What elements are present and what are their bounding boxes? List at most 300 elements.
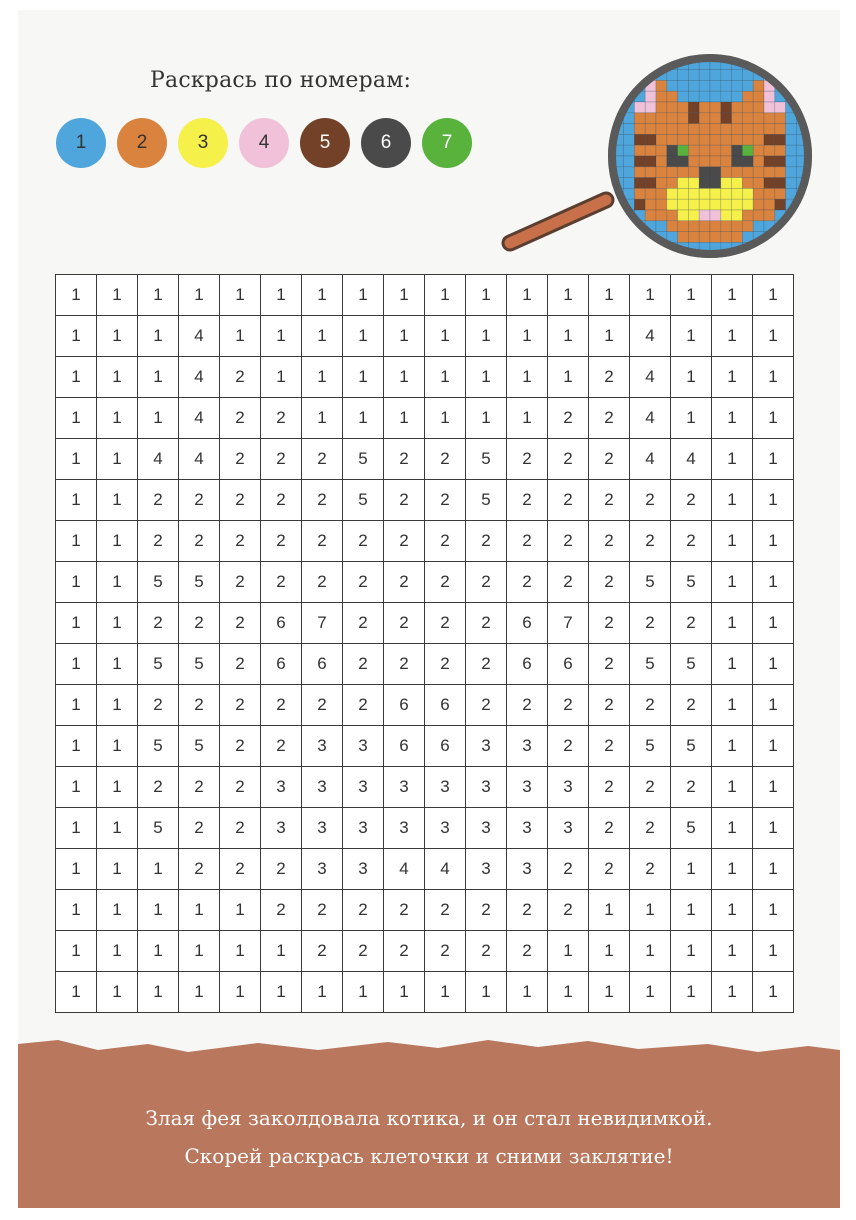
grid-cell[interactable]: 1 bbox=[56, 726, 97, 767]
grid-cell[interactable]: 3 bbox=[302, 808, 343, 849]
grid-cell[interactable]: 1 bbox=[97, 357, 138, 398]
grid-cell[interactable]: 2 bbox=[384, 480, 425, 521]
grid-cell[interactable]: 1 bbox=[630, 931, 671, 972]
grid-cell[interactable]: 2 bbox=[466, 562, 507, 603]
grid-cell[interactable]: 2 bbox=[302, 439, 343, 480]
grid-cell[interactable]: 1 bbox=[97, 603, 138, 644]
grid-cell[interactable]: 2 bbox=[261, 890, 302, 931]
grid-cell[interactable]: 1 bbox=[97, 767, 138, 808]
grid-cell[interactable]: 1 bbox=[261, 972, 302, 1013]
grid-cell[interactable]: 4 bbox=[630, 439, 671, 480]
grid-cell[interactable]: 1 bbox=[138, 931, 179, 972]
grid-cell[interactable]: 1 bbox=[343, 357, 384, 398]
grid-cell[interactable]: 1 bbox=[261, 357, 302, 398]
grid-cell[interactable]: 1 bbox=[302, 972, 343, 1013]
grid-cell[interactable]: 3 bbox=[343, 849, 384, 890]
grid-cell[interactable]: 2 bbox=[630, 808, 671, 849]
grid-cell[interactable]: 4 bbox=[630, 398, 671, 439]
grid-cell[interactable]: 1 bbox=[56, 562, 97, 603]
grid-cell[interactable]: 2 bbox=[589, 562, 630, 603]
grid-cell[interactable]: 1 bbox=[466, 275, 507, 316]
grid-cell[interactable]: 2 bbox=[179, 767, 220, 808]
grid-cell[interactable]: 2 bbox=[425, 439, 466, 480]
grid-cell[interactable]: 2 bbox=[179, 685, 220, 726]
grid-cell[interactable]: 1 bbox=[712, 316, 753, 357]
grid-cell[interactable]: 3 bbox=[261, 808, 302, 849]
grid-cell[interactable]: 1 bbox=[343, 398, 384, 439]
grid-cell[interactable]: 1 bbox=[466, 357, 507, 398]
grid-cell[interactable]: 1 bbox=[753, 521, 794, 562]
grid-cell[interactable]: 5 bbox=[179, 726, 220, 767]
grid-cell[interactable]: 2 bbox=[425, 521, 466, 562]
grid-cell[interactable]: 1 bbox=[302, 316, 343, 357]
grid-cell[interactable]: 2 bbox=[630, 849, 671, 890]
grid-cell[interactable]: 3 bbox=[425, 808, 466, 849]
grid-cell[interactable]: 1 bbox=[753, 685, 794, 726]
grid-cell[interactable]: 2 bbox=[302, 931, 343, 972]
grid-cell[interactable]: 1 bbox=[671, 398, 712, 439]
grid-cell[interactable]: 4 bbox=[138, 439, 179, 480]
grid-cell[interactable]: 1 bbox=[671, 890, 712, 931]
grid-cell[interactable]: 3 bbox=[507, 808, 548, 849]
grid-cell[interactable]: 1 bbox=[753, 726, 794, 767]
grid-cell[interactable]: 5 bbox=[138, 562, 179, 603]
grid-cell[interactable]: 1 bbox=[179, 275, 220, 316]
grid-cell[interactable]: 2 bbox=[384, 521, 425, 562]
grid-cell[interactable]: 2 bbox=[589, 521, 630, 562]
grid-cell[interactable]: 2 bbox=[138, 603, 179, 644]
grid-cell[interactable]: 2 bbox=[425, 931, 466, 972]
grid-cell[interactable]: 2 bbox=[138, 480, 179, 521]
grid-cell[interactable]: 1 bbox=[56, 480, 97, 521]
grid-cell[interactable]: 2 bbox=[589, 808, 630, 849]
grid-cell[interactable]: 2 bbox=[220, 439, 261, 480]
grid-cell[interactable]: 1 bbox=[56, 849, 97, 890]
grid-cell[interactable]: 2 bbox=[507, 931, 548, 972]
grid-cell[interactable]: 1 bbox=[220, 890, 261, 931]
grid-cell[interactable]: 1 bbox=[56, 767, 97, 808]
grid-cell[interactable]: 1 bbox=[97, 398, 138, 439]
grid-cell[interactable]: 1 bbox=[671, 316, 712, 357]
grid-cell[interactable]: 1 bbox=[753, 972, 794, 1013]
grid-cell[interactable]: 6 bbox=[425, 726, 466, 767]
grid-cell[interactable]: 1 bbox=[753, 644, 794, 685]
grid-cell[interactable]: 3 bbox=[507, 726, 548, 767]
grid-cell[interactable]: 3 bbox=[302, 849, 343, 890]
grid-cell[interactable]: 2 bbox=[302, 480, 343, 521]
grid-cell[interactable]: 2 bbox=[548, 521, 589, 562]
grid-cell[interactable]: 4 bbox=[671, 439, 712, 480]
grid-cell[interactable]: 2 bbox=[384, 603, 425, 644]
grid-cell[interactable]: 5 bbox=[671, 726, 712, 767]
grid-cell[interactable]: 3 bbox=[548, 767, 589, 808]
grid-cell[interactable]: 5 bbox=[179, 644, 220, 685]
grid-cell[interactable]: 4 bbox=[630, 357, 671, 398]
grid-cell[interactable]: 1 bbox=[56, 890, 97, 931]
grid-cell[interactable]: 1 bbox=[712, 767, 753, 808]
grid-cell[interactable]: 2 bbox=[548, 480, 589, 521]
grid-cell[interactable]: 2 bbox=[220, 398, 261, 439]
grid-cell[interactable]: 1 bbox=[97, 972, 138, 1013]
grid-cell[interactable]: 5 bbox=[630, 644, 671, 685]
grid-cell[interactable]: 3 bbox=[384, 767, 425, 808]
grid-cell[interactable]: 1 bbox=[507, 972, 548, 1013]
grid-cell[interactable]: 5 bbox=[466, 439, 507, 480]
grid-cell[interactable]: 1 bbox=[712, 808, 753, 849]
grid-cell[interactable]: 1 bbox=[753, 357, 794, 398]
grid-cell[interactable]: 2 bbox=[548, 439, 589, 480]
grid-cell[interactable]: 1 bbox=[753, 767, 794, 808]
grid-cell[interactable]: 1 bbox=[753, 890, 794, 931]
grid-cell[interactable]: 1 bbox=[343, 275, 384, 316]
grid-cell[interactable]: 5 bbox=[343, 439, 384, 480]
grid-cell[interactable]: 2 bbox=[548, 398, 589, 439]
grid-cell[interactable]: 2 bbox=[425, 644, 466, 685]
grid-cell[interactable]: 3 bbox=[507, 849, 548, 890]
grid-cell[interactable]: 1 bbox=[753, 931, 794, 972]
grid-cell[interactable]: 1 bbox=[97, 644, 138, 685]
grid-cell[interactable]: 1 bbox=[753, 562, 794, 603]
grid-cell[interactable]: 2 bbox=[507, 562, 548, 603]
grid-cell[interactable]: 3 bbox=[384, 808, 425, 849]
grid-cell[interactable]: 1 bbox=[425, 275, 466, 316]
grid-cell[interactable]: 1 bbox=[589, 890, 630, 931]
grid-cell[interactable]: 2 bbox=[425, 562, 466, 603]
grid-cell[interactable]: 3 bbox=[548, 808, 589, 849]
grid-cell[interactable]: 1 bbox=[589, 316, 630, 357]
grid-cell[interactable]: 1 bbox=[56, 685, 97, 726]
grid-cell[interactable]: 1 bbox=[712, 398, 753, 439]
grid-cell[interactable]: 1 bbox=[97, 521, 138, 562]
grid-cell[interactable]: 1 bbox=[302, 275, 343, 316]
grid-cell[interactable]: 2 bbox=[589, 439, 630, 480]
grid-cell[interactable]: 6 bbox=[384, 685, 425, 726]
grid-cell[interactable]: 4 bbox=[179, 316, 220, 357]
grid-cell[interactable]: 1 bbox=[425, 316, 466, 357]
grid-cell[interactable]: 2 bbox=[343, 685, 384, 726]
grid-cell[interactable]: 1 bbox=[671, 275, 712, 316]
grid-cell[interactable]: 2 bbox=[671, 521, 712, 562]
grid-cell[interactable]: 1 bbox=[753, 480, 794, 521]
grid-cell[interactable]: 1 bbox=[138, 890, 179, 931]
grid-cell[interactable]: 2 bbox=[220, 808, 261, 849]
grid-cell[interactable]: 5 bbox=[466, 480, 507, 521]
grid-cell[interactable]: 2 bbox=[589, 480, 630, 521]
grid-cell[interactable]: 1 bbox=[56, 808, 97, 849]
grid-cell[interactable]: 1 bbox=[753, 439, 794, 480]
grid-cell[interactable]: 1 bbox=[56, 439, 97, 480]
grid-cell[interactable]: 1 bbox=[712, 644, 753, 685]
grid-cell[interactable]: 2 bbox=[138, 685, 179, 726]
grid-cell[interactable]: 2 bbox=[466, 931, 507, 972]
grid-cell[interactable]: 1 bbox=[507, 316, 548, 357]
grid-cell[interactable]: 1 bbox=[548, 275, 589, 316]
grid-cell[interactable]: 1 bbox=[466, 398, 507, 439]
grid-cell[interactable]: 2 bbox=[507, 480, 548, 521]
grid-cell[interactable]: 1 bbox=[630, 890, 671, 931]
grid-cell[interactable]: 2 bbox=[302, 685, 343, 726]
grid-cell[interactable]: 2 bbox=[671, 603, 712, 644]
grid-cell[interactable]: 1 bbox=[261, 931, 302, 972]
grid-cell[interactable]: 2 bbox=[466, 521, 507, 562]
grid-cell[interactable]: 1 bbox=[97, 480, 138, 521]
grid-cell[interactable]: 1 bbox=[671, 357, 712, 398]
grid-cell[interactable]: 3 bbox=[425, 767, 466, 808]
grid-cell[interactable]: 2 bbox=[179, 849, 220, 890]
grid-cell[interactable]: 2 bbox=[138, 521, 179, 562]
grid-cell[interactable]: 1 bbox=[179, 931, 220, 972]
grid-cell[interactable]: 1 bbox=[712, 480, 753, 521]
grid-cell[interactable]: 1 bbox=[712, 521, 753, 562]
grid-cell[interactable]: 1 bbox=[138, 275, 179, 316]
grid-cell[interactable]: 2 bbox=[179, 521, 220, 562]
grid-cell[interactable]: 2 bbox=[425, 480, 466, 521]
grid-cell[interactable]: 1 bbox=[138, 357, 179, 398]
grid-cell[interactable]: 2 bbox=[261, 849, 302, 890]
grid-cell[interactable]: 3 bbox=[302, 726, 343, 767]
grid-cell[interactable]: 7 bbox=[548, 603, 589, 644]
grid-cell[interactable]: 5 bbox=[671, 562, 712, 603]
grid-cell[interactable]: 1 bbox=[548, 931, 589, 972]
grid-cell[interactable]: 1 bbox=[56, 275, 97, 316]
grid-cell[interactable]: 1 bbox=[712, 726, 753, 767]
grid-cell[interactable]: 1 bbox=[138, 316, 179, 357]
grid-cell[interactable]: 2 bbox=[179, 480, 220, 521]
grid-cell[interactable]: 1 bbox=[97, 808, 138, 849]
grid-cell[interactable]: 2 bbox=[302, 521, 343, 562]
grid-cell[interactable]: 2 bbox=[220, 603, 261, 644]
grid-cell[interactable]: 5 bbox=[671, 644, 712, 685]
grid-cell[interactable]: 1 bbox=[425, 357, 466, 398]
grid-cell[interactable]: 2 bbox=[630, 480, 671, 521]
grid-cell[interactable]: 1 bbox=[302, 357, 343, 398]
grid-cell[interactable]: 1 bbox=[671, 972, 712, 1013]
grid-cell[interactable]: 3 bbox=[466, 808, 507, 849]
grid-cell[interactable]: 2 bbox=[384, 439, 425, 480]
grid-cell[interactable]: 3 bbox=[343, 808, 384, 849]
grid-cell[interactable]: 2 bbox=[548, 685, 589, 726]
grid-cell[interactable]: 2 bbox=[671, 685, 712, 726]
grid-cell[interactable]: 4 bbox=[425, 849, 466, 890]
grid-cell[interactable]: 2 bbox=[384, 931, 425, 972]
grid-cell[interactable]: 4 bbox=[179, 357, 220, 398]
grid-cell[interactable]: 1 bbox=[384, 275, 425, 316]
grid-cell[interactable]: 6 bbox=[425, 685, 466, 726]
grid-cell[interactable]: 1 bbox=[507, 275, 548, 316]
grid-cell[interactable]: 1 bbox=[220, 316, 261, 357]
grid-cell[interactable]: 1 bbox=[425, 398, 466, 439]
grid-cell[interactable]: 1 bbox=[712, 931, 753, 972]
grid-cell[interactable]: 2 bbox=[220, 521, 261, 562]
grid-cell[interactable]: 2 bbox=[261, 726, 302, 767]
grid-cell[interactable]: 5 bbox=[138, 808, 179, 849]
grid-cell[interactable]: 2 bbox=[589, 849, 630, 890]
grid-cell[interactable]: 1 bbox=[712, 562, 753, 603]
grid-cell[interactable]: 1 bbox=[753, 808, 794, 849]
grid-cell[interactable]: 1 bbox=[56, 603, 97, 644]
grid-cell[interactable]: 1 bbox=[753, 603, 794, 644]
grid-cell[interactable]: 1 bbox=[179, 890, 220, 931]
grid-cell[interactable]: 2 bbox=[343, 931, 384, 972]
grid-cell[interactable]: 1 bbox=[220, 972, 261, 1013]
grid-cell[interactable]: 2 bbox=[343, 644, 384, 685]
grid-cell[interactable]: 3 bbox=[343, 726, 384, 767]
grid-cell[interactable]: 1 bbox=[753, 275, 794, 316]
grid-cell[interactable]: 6 bbox=[384, 726, 425, 767]
grid-cell[interactable]: 1 bbox=[589, 972, 630, 1013]
grid-cell[interactable]: 3 bbox=[466, 726, 507, 767]
grid-cell[interactable]: 2 bbox=[302, 890, 343, 931]
grid-cell[interactable]: 4 bbox=[179, 398, 220, 439]
grid-cell[interactable]: 2 bbox=[630, 767, 671, 808]
grid-cell[interactable]: 2 bbox=[466, 890, 507, 931]
grid-cell[interactable]: 1 bbox=[753, 398, 794, 439]
grid-cell[interactable]: 2 bbox=[261, 439, 302, 480]
grid-cell[interactable]: 6 bbox=[302, 644, 343, 685]
grid-cell[interactable]: 3 bbox=[343, 767, 384, 808]
grid-cell[interactable]: 2 bbox=[548, 890, 589, 931]
grid-cell[interactable]: 1 bbox=[261, 316, 302, 357]
grid-cell[interactable]: 3 bbox=[466, 767, 507, 808]
grid-cell[interactable]: 1 bbox=[56, 357, 97, 398]
grid-cell[interactable]: 1 bbox=[261, 275, 302, 316]
grid-cell[interactable]: 1 bbox=[507, 398, 548, 439]
grid-cell[interactable]: 3 bbox=[466, 849, 507, 890]
grid-cell[interactable]: 1 bbox=[630, 972, 671, 1013]
grid-cell[interactable]: 6 bbox=[507, 644, 548, 685]
grid-cell[interactable]: 2 bbox=[179, 603, 220, 644]
grid-cell[interactable]: 2 bbox=[671, 480, 712, 521]
grid-cell[interactable]: 1 bbox=[302, 398, 343, 439]
grid-cell[interactable]: 2 bbox=[425, 890, 466, 931]
grid-cell[interactable]: 5 bbox=[671, 808, 712, 849]
grid-cell[interactable]: 2 bbox=[589, 726, 630, 767]
grid-cell[interactable]: 2 bbox=[466, 644, 507, 685]
grid-cell[interactable]: 1 bbox=[712, 439, 753, 480]
grid-cell[interactable]: 2 bbox=[261, 562, 302, 603]
grid-cell[interactable]: 1 bbox=[425, 972, 466, 1013]
grid-cell[interactable]: 2 bbox=[548, 849, 589, 890]
grid-cell[interactable]: 1 bbox=[97, 562, 138, 603]
grid-cell[interactable]: 1 bbox=[97, 439, 138, 480]
grid-cell[interactable]: 2 bbox=[261, 480, 302, 521]
grid-cell[interactable]: 2 bbox=[507, 521, 548, 562]
grid-cell[interactable]: 2 bbox=[589, 767, 630, 808]
grid-cell[interactable]: 1 bbox=[97, 685, 138, 726]
grid-cell[interactable]: 2 bbox=[589, 398, 630, 439]
grid-cell[interactable]: 1 bbox=[97, 890, 138, 931]
grid-cell[interactable]: 2 bbox=[343, 603, 384, 644]
grid-cell[interactable]: 3 bbox=[507, 767, 548, 808]
grid-cell[interactable]: 5 bbox=[138, 644, 179, 685]
grid-cell[interactable]: 1 bbox=[384, 972, 425, 1013]
grid-cell[interactable]: 2 bbox=[261, 398, 302, 439]
grid-cell[interactable]: 2 bbox=[589, 357, 630, 398]
grid-cell[interactable]: 2 bbox=[507, 439, 548, 480]
grid-cell[interactable]: 1 bbox=[97, 275, 138, 316]
grid-cell[interactable]: 2 bbox=[220, 767, 261, 808]
grid-cell[interactable]: 4 bbox=[179, 439, 220, 480]
grid-cell[interactable]: 2 bbox=[630, 685, 671, 726]
grid-cell[interactable]: 1 bbox=[753, 849, 794, 890]
grid-cell[interactable]: 1 bbox=[466, 316, 507, 357]
grid-cell[interactable]: 2 bbox=[671, 767, 712, 808]
grid-cell[interactable]: 2 bbox=[384, 562, 425, 603]
grid-cell[interactable]: 1 bbox=[56, 644, 97, 685]
grid-cell[interactable]: 2 bbox=[507, 890, 548, 931]
grid-cell[interactable]: 1 bbox=[548, 316, 589, 357]
grid-cell[interactable]: 1 bbox=[712, 849, 753, 890]
grid-cell[interactable]: 2 bbox=[179, 808, 220, 849]
grid-cell[interactable]: 2 bbox=[220, 357, 261, 398]
grid-cell[interactable]: 1 bbox=[97, 726, 138, 767]
grid-cell[interactable]: 2 bbox=[425, 603, 466, 644]
grid-cell[interactable]: 2 bbox=[220, 685, 261, 726]
grid-cell[interactable]: 6 bbox=[548, 644, 589, 685]
grid-cell[interactable]: 1 bbox=[343, 316, 384, 357]
grid-cell[interactable]: 1 bbox=[56, 316, 97, 357]
grid-cell[interactable]: 1 bbox=[56, 521, 97, 562]
grid-cell[interactable]: 1 bbox=[97, 316, 138, 357]
grid-cell[interactable]: 1 bbox=[548, 972, 589, 1013]
grid-cell[interactable]: 2 bbox=[589, 644, 630, 685]
grid-cell[interactable]: 6 bbox=[261, 603, 302, 644]
grid-cell[interactable]: 2 bbox=[507, 685, 548, 726]
grid-cell[interactable]: 1 bbox=[712, 603, 753, 644]
grid-cell[interactable]: 1 bbox=[138, 398, 179, 439]
grid-cell[interactable]: 1 bbox=[753, 316, 794, 357]
grid-cell[interactable]: 1 bbox=[138, 972, 179, 1013]
grid-cell[interactable]: 1 bbox=[589, 275, 630, 316]
grid-cell[interactable]: 1 bbox=[384, 357, 425, 398]
grid-cell[interactable]: 2 bbox=[302, 562, 343, 603]
grid-cell[interactable]: 2 bbox=[548, 562, 589, 603]
grid-cell[interactable]: 3 bbox=[261, 767, 302, 808]
grid-cell[interactable]: 1 bbox=[56, 398, 97, 439]
grid-cell[interactable]: 2 bbox=[261, 685, 302, 726]
grid-cell[interactable]: 2 bbox=[630, 603, 671, 644]
grid-cell[interactable]: 2 bbox=[384, 890, 425, 931]
grid-cell[interactable]: 4 bbox=[630, 316, 671, 357]
grid-cell[interactable]: 1 bbox=[220, 275, 261, 316]
grid-cell[interactable]: 7 bbox=[302, 603, 343, 644]
grid-cell[interactable]: 1 bbox=[507, 357, 548, 398]
grid-cell[interactable]: 2 bbox=[589, 603, 630, 644]
grid-cell[interactable]: 2 bbox=[548, 726, 589, 767]
grid-cell[interactable]: 2 bbox=[261, 521, 302, 562]
grid-cell[interactable]: 6 bbox=[507, 603, 548, 644]
grid-cell[interactable]: 2 bbox=[589, 685, 630, 726]
grid-cell[interactable]: 1 bbox=[466, 972, 507, 1013]
grid-cell[interactable]: 2 bbox=[220, 726, 261, 767]
grid-cell[interactable]: 1 bbox=[712, 275, 753, 316]
grid-cell[interactable]: 2 bbox=[343, 890, 384, 931]
grid-cell[interactable]: 2 bbox=[220, 562, 261, 603]
grid-cell[interactable]: 3 bbox=[302, 767, 343, 808]
grid-cell[interactable]: 1 bbox=[548, 357, 589, 398]
grid-cell[interactable]: 2 bbox=[138, 767, 179, 808]
grid-cell[interactable]: 1 bbox=[589, 931, 630, 972]
grid-cell[interactable]: 2 bbox=[343, 521, 384, 562]
grid-cell[interactable]: 1 bbox=[712, 890, 753, 931]
grid-cell[interactable]: 1 bbox=[630, 275, 671, 316]
grid-cell[interactable]: 1 bbox=[56, 972, 97, 1013]
grid-cell[interactable]: 1 bbox=[97, 849, 138, 890]
grid-cell[interactable]: 1 bbox=[671, 931, 712, 972]
grid-cell[interactable]: 2 bbox=[220, 644, 261, 685]
grid-cell[interactable]: 1 bbox=[138, 849, 179, 890]
grid-cell[interactable]: 2 bbox=[630, 521, 671, 562]
